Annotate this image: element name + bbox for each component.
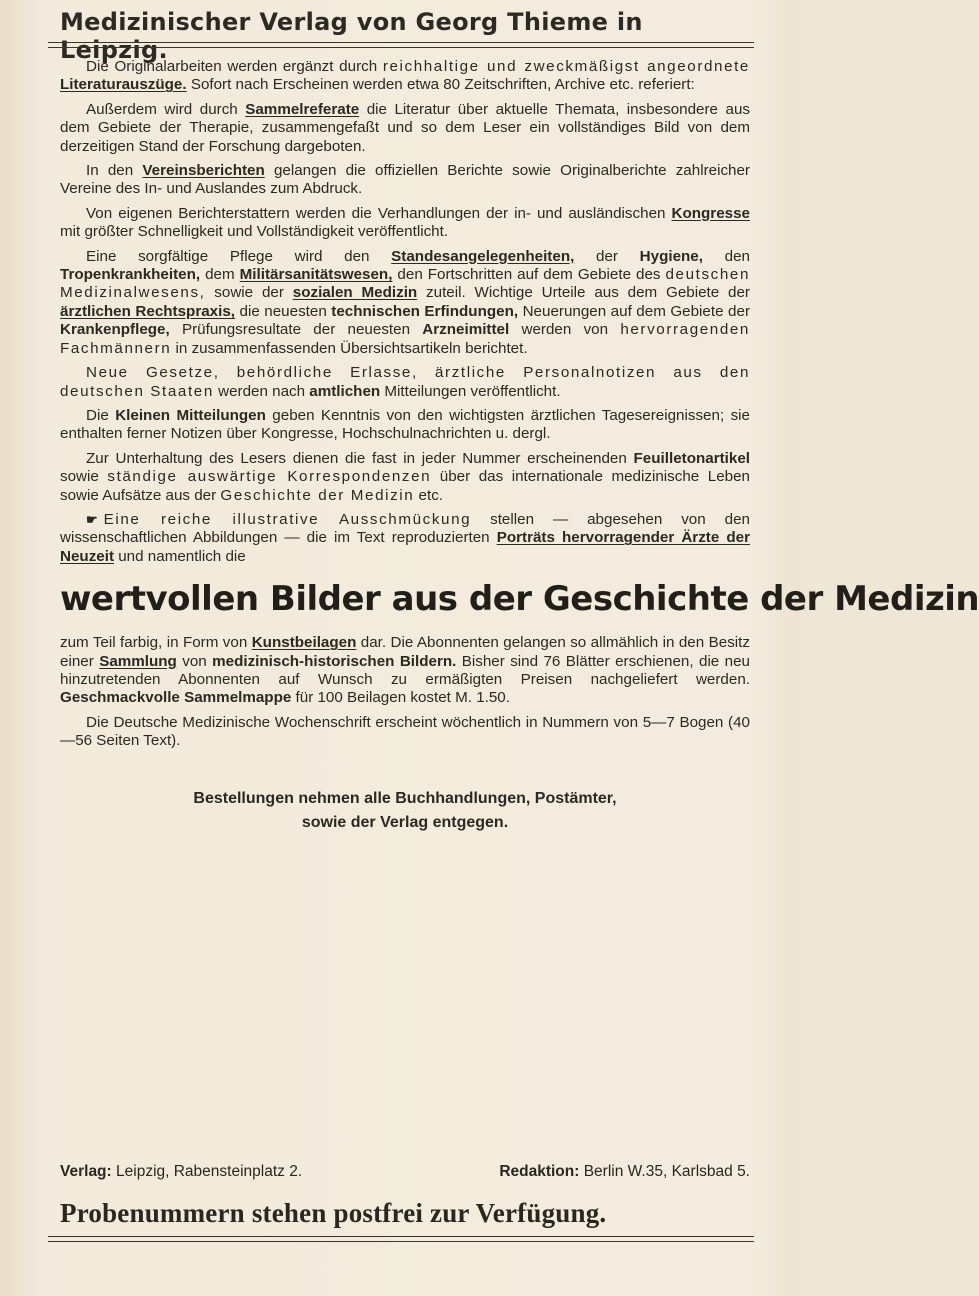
text: reichhaltige und zweckmäßigst angeordnete <box>382 58 750 75</box>
text: Hygiene, <box>639 247 703 265</box>
text: Geschmackvolle Sammelmappe <box>60 689 292 707</box>
text: Zur Unterhaltung des Lesers dienen die fast in jeder Nummer erscheinenden <box>86 449 634 467</box>
main-text <box>60 58 979 835</box>
text: technischen Erfindungen, <box>331 302 519 320</box>
text: sowie der Verlag entgegen. <box>301 813 509 831</box>
paragraph-erscheinungsweise: Die Deutsche Medizinische Wochenschrift erscheint wöchentlich in Nummern von 5—7 Bogen (40—56 Seiten Text). <box>60 713 750 750</box>
text: Die Originalarbeiten werden ergänzt durch <box>86 58 383 75</box>
header-rule <box>48 42 754 48</box>
text: In den <box>86 162 143 180</box>
text: sowie der <box>205 284 293 302</box>
paragraph-illustrationen <box>60 511 750 566</box>
text: den <box>702 247 750 265</box>
paragraph-sammelreferate <box>60 101 750 156</box>
text: Außerdem wird durch <box>86 100 246 118</box>
text: der <box>574 247 640 265</box>
text: Sammelreferate <box>245 100 360 118</box>
text: Arzneimittel <box>422 321 510 339</box>
text: dem <box>200 266 240 284</box>
text: medizinisch-historischen Bildern. <box>212 652 457 670</box>
text: Geschichte der Medizin <box>220 486 415 504</box>
text: Neuerungen auf dem Gebiete der <box>518 302 750 320</box>
text: sowie <box>60 468 108 486</box>
text: Redaktion: <box>499 1163 580 1180</box>
text: Von eigenen Berichterstattern werden die Verhandlungen der in- und ausländischen <box>86 204 672 222</box>
text: sozialen Medizin <box>292 284 418 302</box>
probenummern-notice: Probenummern stehen postfrei zur Verfügung. <box>60 1198 607 1228</box>
publisher-header: Medizinischer Verlag von Georg Thieme in Leipzig. <box>60 8 643 64</box>
text: ärztlichen Rechtspraxis, <box>60 302 236 320</box>
text: die neuesten <box>235 302 332 320</box>
text: Porträts hervorragender Ärzte der Neuzeit <box>60 529 751 565</box>
text: Kunstbeilagen <box>251 634 357 652</box>
text: und namentlich die <box>114 547 246 565</box>
text: Verlag: <box>60 1163 112 1180</box>
text: amtlichen <box>309 382 381 400</box>
orders-notice <box>60 787 750 835</box>
redaktion-address <box>499 1163 750 1181</box>
text: Vereinsberichten <box>142 162 265 180</box>
text: über das internationale medizinische Leben sowie Aufsätze aus der <box>60 468 750 504</box>
text: werden von <box>509 321 621 339</box>
text: Eine reiche illustrative Ausschmückung <box>103 510 472 528</box>
text: Mitteilungen veröffentlicht. <box>380 382 561 400</box>
text: Prüfungsresultate der neuesten <box>169 321 423 339</box>
text: Sofort nach Erscheinen werden etwa 80 Zeitschriften, Archive etc. referiert: <box>186 76 695 94</box>
text: zum Teil farbig, in Form von <box>60 634 252 652</box>
paragraph-kleine-mitteilungen <box>60 407 750 444</box>
text: gelangen die offiziellen Berichte sowie Originalberichte zahlreicher Vereine des In- und Auslandes zum Abdruck. <box>60 162 750 198</box>
verlag-address <box>60 1163 302 1181</box>
paragraph-kongresse <box>60 205 750 242</box>
text: Eine sorgfältige Pflege wird den <box>86 247 392 265</box>
pointing-hand-icon: ☛ <box>86 511 98 527</box>
text: in zusammenfassenden Übersichtsartikeln berichtet. <box>171 339 528 357</box>
text: hervorragenden Fachmännern <box>60 321 750 357</box>
text: für 100 Beilagen kostet M. 1.50. <box>291 689 510 707</box>
paragraph-literaturauszuege <box>60 58 750 95</box>
text: dar. Die Abonnenten gelangen so allmählich in den Besitz einer <box>60 634 750 670</box>
text: Sammlung <box>99 652 177 670</box>
headline-bilder: wertvollen Bilder aus der Geschichte der Medizin <box>60 579 979 620</box>
text: die Literatur über aktuelle Themata, insbesondere aus dem Gebiete der Therapie, zusammengefaßt und so dem Leser ein vollständiges Bild von dem derzeitigen Stand der Forschung dargeboten. <box>60 100 750 155</box>
imprint-line <box>60 1163 750 1181</box>
text: etc. <box>414 486 444 504</box>
text: Die <box>86 406 116 424</box>
text: Tropenkrankheiten, <box>60 266 201 284</box>
text: zuteil. Wichtige Urteile aus dem Gebiete der <box>417 284 750 302</box>
text: Literaturauszüge. <box>60 76 187 94</box>
footer-rule <box>48 1236 754 1242</box>
text: stellen — abgesehen von den wissenschaftlichen Abbildungen — die im Text reproduzierten <box>60 510 750 547</box>
text: mit größter Schnelligkeit und Vollständigkeit veröffentlicht. <box>60 223 449 241</box>
text: Militärsanitätswesen, <box>239 266 393 284</box>
text: von <box>176 652 213 670</box>
paragraph-gesetze <box>60 364 750 401</box>
text: Krankenpflege, <box>60 321 170 339</box>
text: Berlin W.35, Karlsbad 5. <box>579 1163 750 1180</box>
text: Bisher sind 76 Blätter erschienen, die neu hinzutretenden Abonnenten auf Wunsch zu ermäßigten Preisen nachgeliefert werden. <box>60 652 751 688</box>
text: deutschen Medizinalwesens, <box>60 266 750 302</box>
text: Kleinen Mitteilungen <box>115 406 266 424</box>
text: den Fortschritten auf dem Gebiete des <box>392 266 666 284</box>
paragraph-feuilleton <box>60 450 750 505</box>
text: ständige auswärtige Korrespondenzen <box>107 468 432 486</box>
text: Neue Gesetze, behördliche Erlasse, ärztliche Personalnotizen aus den deutschen Staaten <box>60 364 750 400</box>
text: Feuilletonartikel <box>633 449 750 467</box>
text: geben Kenntnis von den wichtigsten ärztlichen Tagesereignissen; sie enthalten ferner Notizen über Kongresse, Hochschulnachrichten u. dergl. <box>60 406 750 443</box>
text: Bestellungen nehmen alle Buchhandlungen, Postämter, <box>193 789 617 807</box>
text: Standesangelegenheiten, <box>391 247 575 265</box>
text: Kongresse <box>671 204 750 222</box>
text: werden nach <box>213 382 310 400</box>
paragraph-standesangelegenheiten <box>60 248 750 358</box>
paragraph-vereinsberichte <box>60 162 750 199</box>
text: Leipzig, Rabensteinplatz 2. <box>111 1163 303 1180</box>
paragraph-kunstbeilagen <box>60 634 750 708</box>
